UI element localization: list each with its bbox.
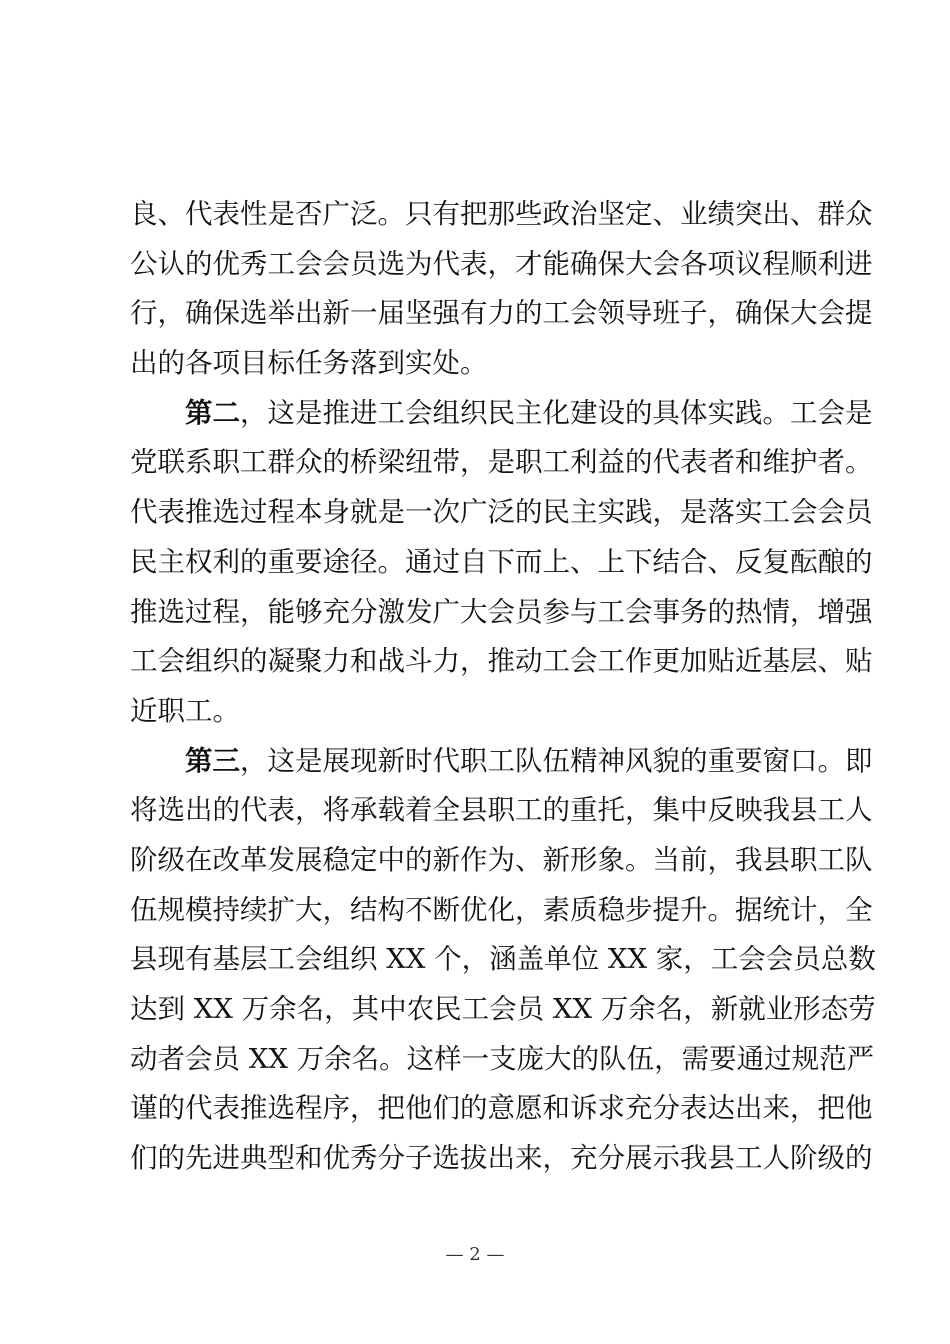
page-number: — 2 — xyxy=(445,1244,505,1265)
paragraph-1 xyxy=(130,190,873,389)
text-line xyxy=(130,389,873,439)
text-line: 公认的优秀工会会员选为代表，才能确保大会各项议程顺利进 xyxy=(130,247,873,280)
text-line: 阶级在改革发展稳定中的新作为、新形象。当前，我县职工队 xyxy=(130,843,873,876)
text-line: 工会组织的凝聚力和战斗力，推动工会工作更加贴近基层、贴 xyxy=(130,645,873,678)
text-line: 伍规模持续扩大，结构不断优化，素质稳步提升。据统计，全 xyxy=(130,893,873,926)
paragraph-lead: 第三 xyxy=(185,744,240,777)
text-line: 县现有基层工会组织 XX 个，涵盖单位 XX 家，工会会员总数 xyxy=(130,943,876,976)
paragraph-lead: 第二 xyxy=(185,396,240,429)
text-line: 出的各项目标任务落到实处。 xyxy=(130,347,488,380)
text-line: 民主权利的重要途径。通过自下而上、上下结合、反复酝酿的 xyxy=(130,545,873,578)
text-line: 达到 XX 万余名，其中农民工会员 XX 万余名，新就业形态劳 xyxy=(130,993,876,1025)
text-line: 行，确保选举出新一届坚强有力的工会领导班子，确保大会提 xyxy=(130,297,873,330)
text-span: ，这是推进工会组织民主化建设的具体实践。工会是 xyxy=(240,396,873,429)
document-body xyxy=(130,190,876,1184)
text-line: 谨的代表推选程序，把他们的意愿和诉求充分表达出来，把他 xyxy=(130,1092,873,1125)
text-line: 代表推选过程本身就是一次广泛的民主实践，是落实工会会员 xyxy=(130,496,873,529)
text-line: 近职工。 xyxy=(130,694,240,727)
text-line xyxy=(130,737,873,787)
text-line: 动者会员 XX 万余名。这样一支庞大的队伍，需要通过规范严 xyxy=(130,1042,875,1075)
paragraph-2 xyxy=(130,389,873,737)
text-line: 将选出的代表，将承载着全县职工的重托，集中反映我县工人 xyxy=(130,794,873,827)
text-line: 党联系职工群众的桥梁纽带，是职工利益的代表者和维护者。 xyxy=(130,446,873,479)
text-line: 推选过程，能够充分激发广大会员参与工会事务的热情，增强 xyxy=(130,595,873,628)
text-line: 们的先进典型和优秀分子选拔出来，充分展示我县工人阶级的 xyxy=(130,1142,873,1175)
paragraph-3 xyxy=(130,737,876,1184)
text-line: 良、代表性是否广泛。只有把那些政治坚定、业绩突出、群众 xyxy=(130,198,873,230)
text-span: ，这是展现新时代职工队伍精神风貌的重要窗口。即 xyxy=(240,744,873,777)
